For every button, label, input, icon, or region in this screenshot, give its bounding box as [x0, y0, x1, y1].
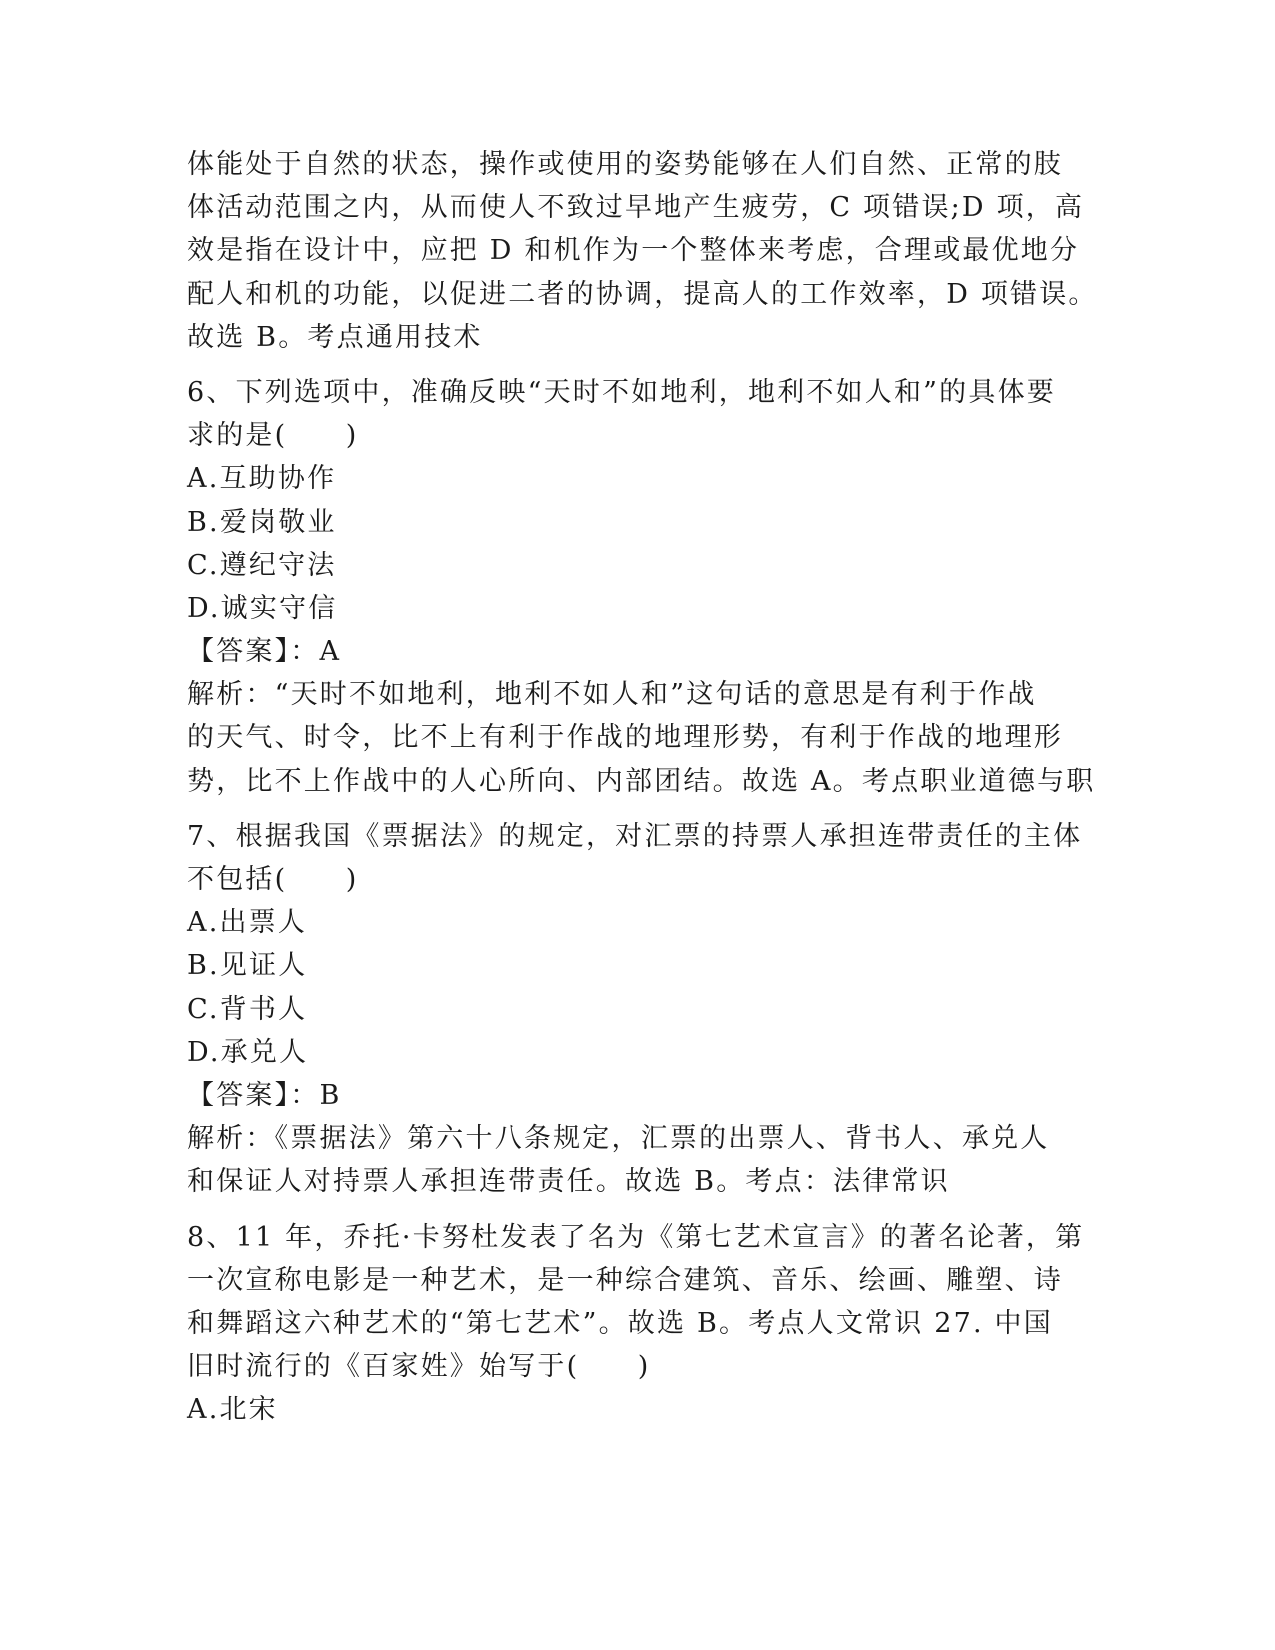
- answer-label: 【答案】：A: [187, 636, 342, 668]
- option-a: A.出票人: [187, 907, 308, 939]
- document-content: [187, 143, 1098, 1431]
- analysis-text: 解析：《票据法》第六十八条规定，汇票的出票人、背书人、承兑人: [187, 1123, 1050, 1155]
- question-text: 和舞蹈这六种艺术的“第七艺术”。故选 B。考点人文常识 27. 中国: [187, 1307, 1053, 1339]
- question-stem: 求的是( ): [187, 420, 359, 452]
- text-line: 体活动范围之内，从而使人不致过早地产生疲劳，C 项错误;D 项，高: [187, 192, 1085, 224]
- question-8: [187, 1216, 1087, 1432]
- question-stem: 6、下列选项中，准确反映“天时不如地利，地利不如人和”的具体要: [187, 376, 1056, 408]
- question-6: [187, 371, 1096, 803]
- text-line: 体能处于自然的状态，操作或使用的姿势能够在人们自然、正常的肢: [187, 149, 1063, 180]
- previous-answer-analysis: [187, 143, 1098, 359]
- option-c: C.背书人: [187, 993, 308, 1025]
- option-b: B.爱岗敬业: [187, 506, 337, 538]
- question-text: 旧时流行的《百家姓》始写于( ): [187, 1351, 651, 1383]
- analysis-text: 势，比不上作战中的人心所向、内部团结。故选 A。考点职业道德与职: [187, 765, 1096, 797]
- question-text: 8、11 年，乔托·卡努杜发表了名为《第七艺术宣言》的著名论著，第: [187, 1221, 1085, 1253]
- text-line: 效是指在设计中，应把 D 和机作为一个整体来考虑，合理或最优地分: [187, 235, 1080, 267]
- question-stem: 不包括( ): [187, 864, 359, 895]
- option-d: D.承兑人: [187, 1036, 309, 1068]
- text-line: 配人和机的功能，以促进二者的协调，提高人的工作效率，D 项错误。: [187, 278, 1098, 310]
- question-stem: 7、根据我国《票据法》的规定，对汇票的持票人承担连带责任的主体: [187, 820, 1083, 852]
- question-text: 一次宣称电影是一种艺术，是一种综合建筑、音乐、绘画、雕塑、诗: [187, 1264, 1063, 1296]
- option-d: D.诚实守信: [187, 592, 338, 624]
- question-7: [187, 815, 1087, 1204]
- analysis-text: 和保证人对持票人承担连带责任。故选 B。考点：法律常识: [187, 1166, 950, 1198]
- option-a: A.互助协作: [187, 463, 337, 495]
- option-c: C.遵纪守法: [187, 549, 337, 581]
- option-a: A.北宋: [187, 1394, 278, 1426]
- analysis-text: 的天气、时令，比不上有利于作战的地理形势，有利于作战的地理形: [187, 722, 1063, 754]
- option-b: B.见证人: [187, 950, 308, 982]
- analysis-text: 解析：“天时不如地利，地利不如人和”这句话的意思是有利于作战: [187, 679, 1037, 711]
- answer-label: 【答案】：B: [187, 1079, 342, 1111]
- text-line: 故选 B。考点通用技术: [187, 321, 483, 353]
